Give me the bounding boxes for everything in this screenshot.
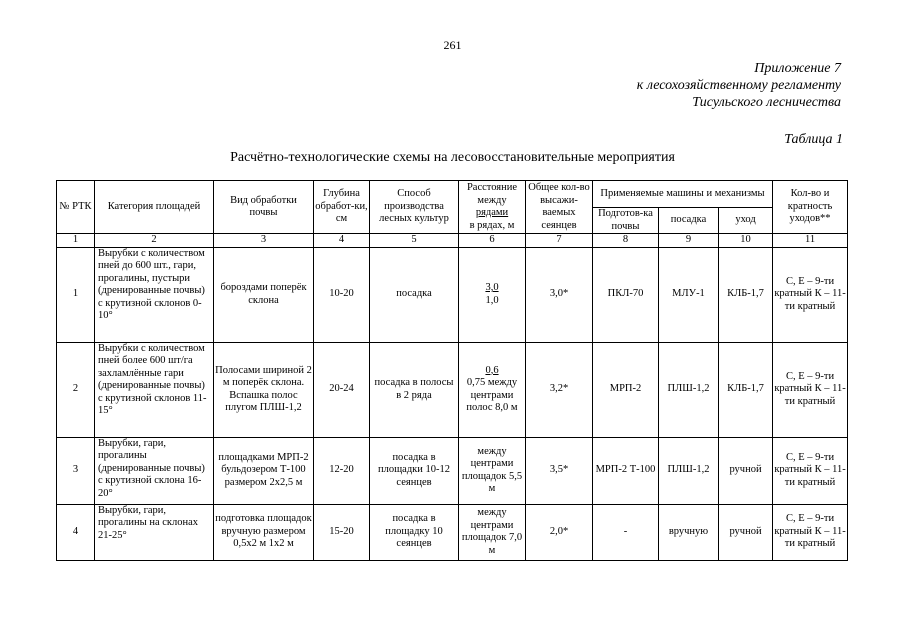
cell-soil-treatment: площадками МРП-2 бульдозером Т-100 размером 2х2,5 м [214,437,314,504]
cell-spacing-inrow: между центрами площадок 7,0 м [461,507,523,556]
header-method: Способ производства лесных культур [370,181,459,234]
cell-plant: ПЛШ-1,2 [659,437,719,504]
cell-prep: ПКЛ-70 [593,247,659,342]
cell-no: 4 [57,504,95,560]
col-index: 1 [57,234,95,248]
cell-spacing [459,342,526,437]
cell-care: КЛБ-1,7 [719,342,773,437]
cell-depth: 12-20 [314,437,370,504]
col-index: 6 [459,234,526,248]
cell-category: Вырубки, гари, прогалины (дренированные почвы) с крутизной склона 16-20° [95,437,214,504]
header-spacing-rows: рядами [475,207,509,218]
cell-total: 3,2* [526,342,593,437]
cell-total: 2,0* [526,504,593,560]
col-index: 9 [659,234,719,248]
cell-care: ручной [719,504,773,560]
cell-depth: 20-24 [314,342,370,437]
cell-no: 1 [57,247,95,342]
cell-care-count: С, Е – 9-ти кратный К – 11-ти кратный [773,504,848,560]
cell-spacing-inrow: 1,0 [485,294,499,306]
cell-soil-treatment: Полосами шириной 2 м поперёк склона. Вспашка полос плугом ПЛШ-1,2 [214,342,314,437]
cell-soil-treatment: бороздами поперёк склона [214,247,314,342]
header-machines: Применяемые машины и механизмы [593,181,773,208]
cell-spacing [459,247,526,342]
cell-care: КЛБ-1,7 [719,247,773,342]
cell-plant: ПЛШ-1,2 [659,342,719,437]
cell-method: посадка [370,247,459,342]
col-index: 5 [370,234,459,248]
table-row [57,342,848,437]
cell-plant: вручную [659,504,719,560]
cell-depth: 15-20 [314,504,370,560]
cell-no: 2 [57,342,95,437]
table-row [57,504,848,560]
col-index: 2 [95,234,214,248]
cell-prep: МРП-2 [593,342,659,437]
header-row [57,181,848,208]
cell-category: Вырубки, гари, прогалины на склонах 21-25° [95,504,214,560]
table-row [57,247,848,342]
header-soil-treatment: Вид обработки почвы [214,181,314,234]
cell-spacing [459,437,526,504]
cell-no: 3 [57,437,95,504]
table-label: Таблица 1 [784,132,843,147]
col-index: 10 [719,234,773,248]
cell-method: посадка в полосы в 2 ряда [370,342,459,437]
cell-category: Вырубки с количеством пней более 600 шт/га захламлённые гари (дренированные почвы) с крутизной склонов 11-15° [95,342,214,437]
cell-prep: МРП-2 Т-100 [593,437,659,504]
page-number: 261 [443,38,462,52]
cell-method: посадка в площадку 10 сеянцев [370,504,459,560]
column-index-row [57,234,848,248]
cell-spacing-inrow: между центрами площадок 5,5 м [461,445,523,494]
technology-schemes-table [56,180,848,561]
cell-total: 3,0* [526,247,593,342]
cell-care-count: С, Е – 9-ти кратный К – 11-ти кратный [773,437,848,504]
appendix-line-1: Приложение 7 [754,61,841,76]
cell-care: ручной [719,437,773,504]
cell-depth: 10-20 [314,247,370,342]
header-machine-plant: посадка [659,208,719,234]
table-row [57,437,848,504]
header-spacing-top: Расстояние между [466,182,518,206]
cell-prep: - [593,504,659,560]
cell-spacing-inrow: 0,75 между центрами полос 8,0 м [466,377,518,413]
cell-spacing [459,504,526,560]
cell-total: 3,5* [526,437,593,504]
appendix-heading [637,60,841,111]
header-spacing-inrow: в рядах, м [469,219,515,231]
header-no: № РТК [57,181,95,234]
header-total: Общее кол-во высажи-ваемых сеянцев [526,181,593,234]
col-index: 11 [773,234,848,248]
header-depth: Глубина обработ-ки, см [314,181,370,234]
cell-method: посадка в площадки 10-12 сеянцев [370,437,459,504]
col-index: 8 [593,234,659,248]
col-index: 7 [526,234,593,248]
header-category: Категория площадей [95,181,214,234]
header-care-count: Кол-во и кратность уходов** [773,181,848,234]
header-machine-prep: Подготов-ка почвы [593,208,659,234]
cell-soil-treatment: подготовка площадок вручную размером 0,5х2 м 1х2 м [214,504,314,560]
cell-spacing-rows: 0,6 [485,364,499,376]
document-title: Расчётно-технологические схемы на лесовосстановительные мероприятия [230,150,675,165]
appendix-line-2: к лесохозяйственному регламенту [636,78,841,93]
cell-category: Вырубки с количеством пней до 600 шт., гари, прогалины, пустыри (дренированные почвы) с крутизной склонов 0-10° [95,247,214,342]
header-spacing [459,181,526,234]
col-index: 4 [314,234,370,248]
cell-plant: МЛУ-1 [659,247,719,342]
cell-care-count: С, Е – 9-ти кратный К – 11-ти кратный [773,342,848,437]
cell-spacing-rows: 3,0 [485,282,499,293]
cell-care-count: С, Е – 9-ти кратный К – 11-ти кратный [773,247,848,342]
col-index: 3 [214,234,314,248]
header-machine-care: уход [719,208,773,234]
appendix-line-3: Тисульского лесничества [692,95,841,110]
